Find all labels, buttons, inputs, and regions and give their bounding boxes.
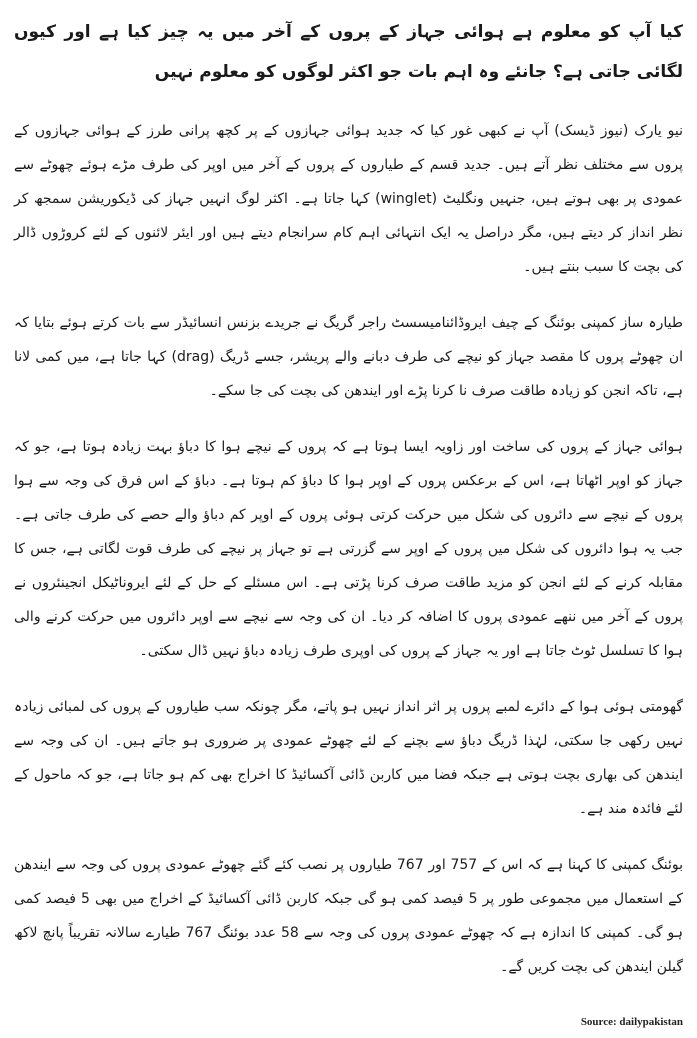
article-page: [14, 12, 683, 1028]
source-credit: Source: dailypakistan: [580, 1016, 683, 1028]
paragraph-3: ہوائی جہاز کے پروں کی ساخت اور زاویہ ایسا ہوتا ہے کہ پروں کے نیچے ہوا کا دباؤ بہت زیادہ ہوتا ہے، جو کہ جہاز کو اوپر اٹھاتا ہے، اس کے برعکس پروں کے اوپر ہوا کا دباؤ کم ہوتا ہے۔ دباؤ کے اس فرق کی وجہ سے ہوا پروں کے نیچے سے دائروں کی شکل میں حرکت کرتی ہوئی پروں کے اوپر کم دباؤ والے حصے کی طرف جاتی ہے۔ جب یہ ہوا دائروں کی شکل میں پروں کے اوپر سے گزرتی ہے تو جہاز پر نیچے کی طرف قوت لگاتی ہے، جس کا مقابلہ کرنے کے لئے انجن کو مزید طاقت صرف کرنا پڑتی ہے۔ اس مسئلے کے حل کے لئے ایروناٹیکل انجینئروں نے پروں کے آخر میں ننھے عمودی پروں کا اضافہ کر دیا۔ ان کی وجہ سے نیچے سے اوپر دائروں میں حرکت کرنے والی ہوا کا تسلسل ٹوٹ جاتا ہے اور یہ جہاز کے پروں کی اوپری طرف زیادہ دباؤ نہیں ڈال سکتی۔: [14, 439, 683, 659]
article: [14, 12, 683, 984]
paragraph-5: بوئنگ کمپنی کا کہنا ہے کہ اس کے 757 اور 767 طیاروں پر نصب کئے گئے چھوٹے عمودی پروں کی وجہ سے ایندھن کے استعمال میں مجموعی طور پر 5 فیصد کمی ہو گی جبکہ کاربن ڈائی آکسائیڈ کے اخراج میں بھی 5 فیصد کمی ہو گی۔ کمپنی کا اندازہ ہے کہ چھوٹے عمودی پروں کی وجہ سے 58 عدد بوئنگ 767 طیارے سالانہ تقریباً پانچ لاکھ گیلن ایندھن کی بچت کریں گے۔: [14, 857, 683, 975]
headline: کیا آپ کو معلوم ہے ہوائی جہاز کے پروں کے آخر میں یہ چیز کیا ہے اور کیوں لگائی جاتی ہے؟ جانئے وہ اہم بات جو اکثر لوگوں کو معلوم نہیں: [14, 22, 683, 82]
paragraph-1: نیو یارک (نیوز ڈیسک) آپ نے کبھی غور کیا کہ جدید ہوائی جہازوں کے پر کچھ پرانی طرز کے ہوائی جہازوں کے پروں سے مختلف نظر آتے ہیں۔ جدید قسم کے طیاروں کے پروں کے آخر میں اوپر کی طرف مڑے ہوئے چھوٹے سے عمودی پر بھی ہوتے ہیں، جنہیں ونگلیٹ (winglet) کہا جاتا ہے۔ اکثر لوگ انہیں جہاز کی ڈیکوریشن سمجھ کر نظر انداز کر دیتے ہیں، مگر دراصل یہ ایک انتہائی اہم کام سرانجام دیتے ہیں اور ایئر لائنوں کے لئے کروڑوں ڈالر کی بچت کا سبب بنتے ہیں۔: [14, 123, 683, 275]
paragraph-4: گھومتی ہوئی ہوا کے دائرے لمبے پروں پر اثر انداز نہیں ہو پاتے، مگر چونکہ سب طیاروں کے پروں کی لمبائی زیادہ نہیں رکھی جا سکتی، لہٰذا ڈریگ دباؤ سے بچنے کے لئے چھوٹے عمودی پر ضروری ہو جاتے ہیں۔ ان کی وجہ سے ایندھن کی بھاری بچت ہوتی ہے جبکہ فضا میں کاربن ڈائی آکسائیڈ کا اخراج بھی کم ہو جاتا ہے، جو کہ ماحول کے لئے فائدہ مند ہے۔: [14, 699, 683, 817]
paragraph-2: طیارہ ساز کمپنی بوئنگ کے چیف ایروڈائنامیسسٹ راجر گریگ نے جریدے بزنس انسائیڈر سے بات کرتے ہوئے بتایا کہ ان چھوٹے پروں کا مقصد جہاز کو نیچے کی طرف دبانے والے پریشر، جسے ڈریگ (drag) کہا جاتا ہے، میں کمی لانا ہے، تاکہ انجن کو زیادہ طاقت صرف نا کرنا پڑے اور ایندھن کی بچت کی جا سکے۔: [14, 315, 683, 399]
